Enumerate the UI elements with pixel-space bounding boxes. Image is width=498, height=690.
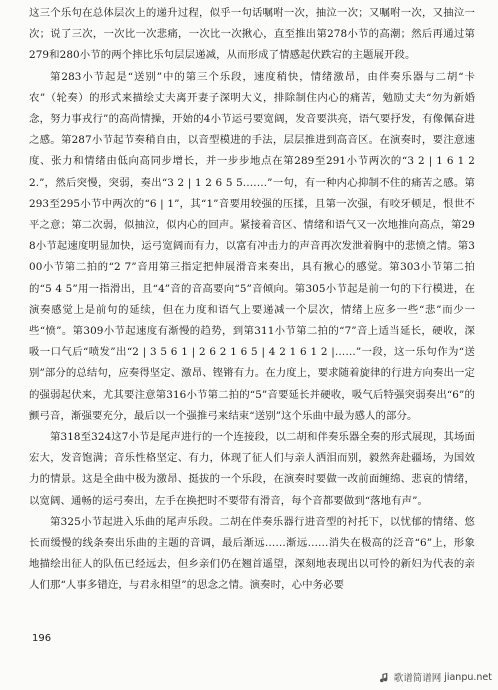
paragraph-3: 第318至324这7小节是尾声进行的一个连接段，以二胡和伴奏乐器全奏的形式展现，其场面宏大，发音饱满；音乐性格坚定、有力，体现了征人们与亲人洒泪而别，毅然奔赴疆场，为国效力的情景。这是全曲中极为激昂、挺拔的一个乐段，在演奏时要做一改前面缠绵、悲哀的情绪，以宽阔、通畅的运弓奏出，左手在换把时不要带有滑音，每个音都要做到“落地有声”。 [29,431,475,507]
paragraph-1: 这三个乐句在总体层次上的递升过程，似乎一句话嘱咐一次，抽泣一次；又嘱咐一次，又抽泣一次；说了三次，一次比一次悲痛，一次比一次揪心，直至推出第278小节的高潮；然后再通过第279和280小节的两个摔比乐句层层递减，从而形成了情感起伏跌宕的主题展开段。 [29,7,475,62]
body-text [29,3,475,597]
watermark [380,670,492,684]
page-number: 196 [32,633,52,644]
watermark-text: 歌谱简谱网 [393,673,442,684]
paragraph-2: 第283小节起是“送别”中的第三个乐段，速度稍快，情绪激昂，由伴奏乐器与二胡“卡农”（轮奏）的形式来描绘丈夫离开妻子深明大义，排除制住内心的痛苦，勉励丈夫“勿为新婚念，努力事戎行”的高尚情操，开始的4小节运弓要宽阔，发音要洪亮，语气要抒发，有像佩奋进之感。第287小节起节奏稍自由，以音型模进的手法，层层推进到高音区。在演奏时，要注意速度、张力和情绪由低向高同步增长，并一步步地点在第289至291小节两次的“3 2 | 1 6 1 2 2.”，然后突慢，突弱，奏出“3 2 | 1 2 6 5 5.……”一句，有一种内心抑制不住的痛苦之感。第293至295小节中两次的“6 | 1”，其“1”音要用较强的压揉，且第一次强，有咬牙顿足，恨世不平之意；第二次弱，似抽泣，似内心的回声。紧接着音区、情绪和语气又一次地推向高点，第298小节起速度明显加快，运弓宽阔而有力，以富有冲击力的声音再次发泄着胸中的悲愤之情。第300小节第二拍的“2 7”音用第三指定把伸展滑音来奏出，具有揪心的感觉。第303小节第二拍的“5 4 5”用一指滑出，且“4”音的音高要向“5”音倾向。第305小节起是前一句的下行模进，在演奏感觉上是前句的延续，但在力度和语气上要递减一个层次，情绪上应多一些“悲”而少一些“愤”。第309小节起速度有渐慢的趋势，到第311小节第二拍的“7”音上适当延长，硬收，深吸一口气后“喷发”出“2 | 3 5 6 1 | 2 6 2 1 6 5 | 4 2 1 6 1 2 |……”一段，这一乐句作为“送别”部分的总结句，应奏得坚定、激昂、铿锵有力。在力度上，要求随着旋律的行进方向奏出一定的强弱起伏来，尤其要注意第316小节第二拍的“5”音要延长并硬收，吸气后特强突弱奏出“6”的颤弓音，渐强要充分，最后以一个强推弓来结束“送别”这个乐曲中最为感人的部分。 [29,70,476,422]
watermark-url: jianpu.net [444,671,492,683]
music-note-icon [380,672,391,683]
paragraph-4: 第325小节起进入乐曲的尾声乐段。二胡在伴奏乐器行进音型的衬托下，以忧郁的情绪、悠长而缓慢的线条奏出乐曲的主题的音调，最后渐远……渐远……消失在极高的泛音“6”上，形象地描绘出征人的队伍已经远去，但乡亲们仍在翘首遥望，深刻地表现出以可怜的新妇为代表的亲人们那“人事多错迕，与君永相望”的思念之情。演奏时，心中务必要 [29,515,475,592]
